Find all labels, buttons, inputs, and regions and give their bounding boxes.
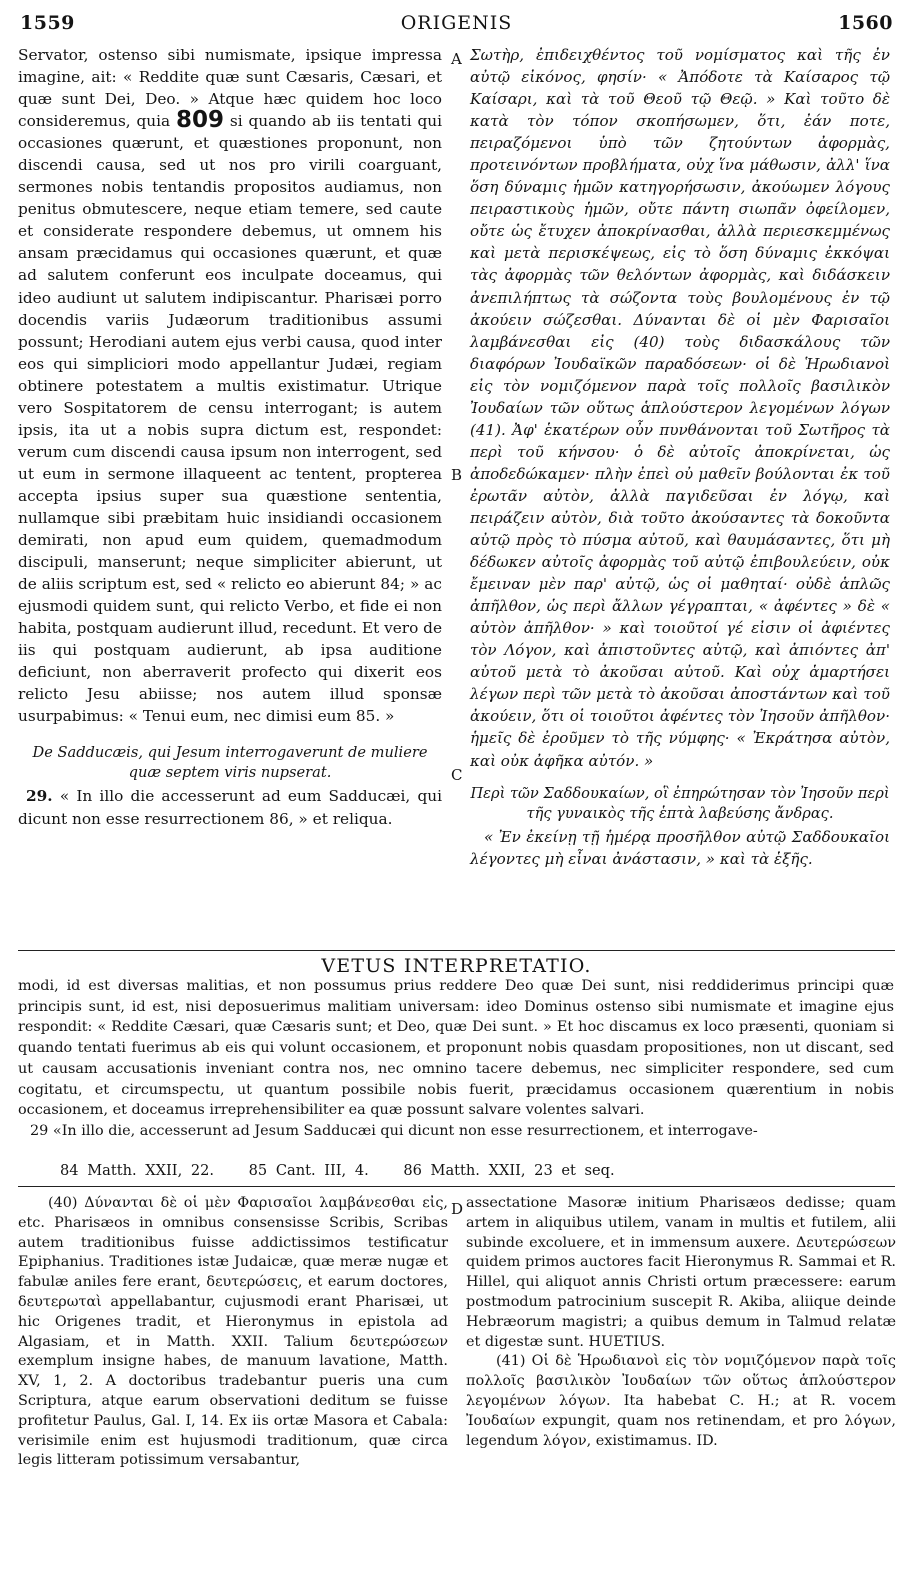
notes-right-column — [466, 1194, 896, 1451]
note-41: (41) Οἱ δὲ Ἡρωδιανοὶ εἰς τὸν νομιζόμενον παρὰ τοῖς πολλοῖς βασιλικὸν Ἰουδαίων τῶν οὕτως ἁπλούστερον λεγομένων λόγων. Ita habebat C. H.; at R. vocem Ἰουδαίων expungit, quam nos retinendam, et pro λόγων, legendum λόγον, existimamus. ID. — [466, 1353, 896, 1449]
note-40 — [18, 1194, 448, 1471]
note-40-continued: assectatione Masoræ initium Pharisæos dedisse; quam artem in aliquibus utilem, vanam in multis et futilem, alii subinde excoluere, et in immensum auxere. Δευτερώσεων quidem primos auctores facit Hieronymus R. Sammai et R. Hillel, qui aliquot annis Christi ortum præcessere: earum postmodum patrocinium suscepit R. Akiba, aliique deinde Hebræorum magistri; a quibus demum in Talmud relatæ et digestæ sunt. HUETIUS. — [466, 1195, 896, 1350]
running-head — [16, 12, 897, 38]
vetus-interpretatio-text — [18, 976, 894, 1142]
greek-section-text: « Ἐν ἐκείνῃ τῇ ἡμέρᾳ προσῆλθον αὐτῷ Σαδδουκαῖοι λέγοντες μὴ εἶναι ἀνάστασιν, » καὶ τὰ ἑξῆς. — [470, 827, 890, 868]
margin-letter-b: B — [451, 466, 463, 484]
latin-text-part-2: si quando ab iis tentati qui occasiones quærunt, et quæstiones proponunt, non discendi causa, sed ut nos pro virili coarguant, sermones nobis tentandis propositos audiamus, non penitus obmutescere, neque etiam temere, sed caute et considerate respondere debemus, ut omnem his ansam præcidamus qui occasiones quærunt, et quæ ad salutem conferunt eos inculpate doceamus, qui ideo audiunt ut salutem indipiscantur. Pharisæi porro docendis variis Judæorum traditionibus assumi possunt; Herodiani autem ejus verbi causa, quod inter eos qui simpliciori modo appellantur Judæi, regiam obtinere potestatem a multis existimatur. Utrique vero Sospitatorem de censu interrogant; is autem ipsis, ita ut a nobis supra dictum est, respondet: verum cum discendi causa ipsum non interrogent, sed ut eum in sermone illaqueent ac tentent, propterea accepta ipsius super sua quæstione sententia, nullamque sibi præbitam huic insidiandi occasionem demirati, non apud eum quidem, quemadmodum discipuli, manserunt; neque simpliciter abierunt, ut de aliis scriptum est, sed « relicto eo abierunt 84; » ac ejusmodi quidem sunt, qui relicto Verbo, et fide ei non habita, postquam audierunt illud, recedunt. Et vero de iis qui postquam audierunt, ab ipsa auditione deficiunt, non aberraverit profecto qui dixerit eos relicto Jesu abiisse; nos autem illud sponsæ usurpabimus: « Tenui eum, nec dimisi eum 85. » — [18, 112, 443, 726]
note-40-text: (40) Δύνανται δὲ οἱ μὲν Φαρισαῖοι λαμβάνεσθαι εἰς, etc. Pharisæos in omnibus consensisse Scribis, Scribas autem traditionibus fuisse addictissimos testificatur Epiphanius. Traditiones istæ Judaicæ, quæ meræ nugæ et fabulæ aniles fere erant, δευτερώσεις, et earum doctores, δευτερωταὶ appellabantur, cujusmodi erant Pharisæi, ut hic Origenes tradit, et Hieronymus in epistola ad Algasiam, et in Matth. XXII. Talium δευτερώσεων exemplum insigne habes, de manuum lavatione, Matth. XV, 1, 2. A doctoribus tradebantur pueris una cum Scriptura, atque earum observationi deditum se fuisse profitetur Paulus, Gal. I, 14. Ex iis ortæ Masora et Cabala: verisimile enim est hujusmodi traditionum, quæ circa legis litteram potissimum versabantur, — [18, 1195, 448, 1469]
greek-main-text: Σωτὴρ, ἐπιδειχθέντος τοῦ νομίσματος καὶ τῆς ἐν αὐτῷ εἰκόνος, φησίν· « Ἀπόδοτε τὰ Καίσαρος τῷ Καίσαρι, καὶ τὰ τοῦ Θεοῦ τῷ Θεῷ. » Καὶ τοῦτο δὲ κατὰ τὸν τόπον σκοπήσωμεν, ὅτι, ἐάν ποτε, πειραζόμενοι ὑπὸ τῶν ζητούντων ἀφορμὰς, προτεινόντων προβλήματα, οὐχ ἵνα μάθωσιν, ἀλλ' ἵνα ὅση δύναμις ἡμῶν κατηγορήσωσιν, ἀκούωμεν λόγους πειραστικοὺς ἡμῶν, οὔτε πάντη σιωπᾶν ὀφείλομεν, οὔτε ὡς ἔτυχεν ἀποκρίνασθαι, ἀλλὰ περιεσκεμμένως καὶ μετὰ περισκέψεως, εἰς τὸ ὅση δύναμις ἐκκόψαι τὰς ἀφορμὰς τῶν θελόντων ἀφορμὰς, καὶ διδάσκειν ἀνεπιλήπτως τὰ σώζοντα τοὺς βουλομένους ἐν τῷ ἀκούειν σώζεσθαι. Δύνανται δὲ οἱ μὲν Φαρισαῖοι λαμβάνεσθαι εἰς (40) τοὺς διδασκάλους τῶν διαφόρων Ἰουδαϊκῶν παραδόσεων· οἱ δὲ Ἡρωδιανοὶ εἰς τὸν νομιζόμενον παρὰ τοῖς πολλοῖς βασιλικὸν Ἰουδαίων τῶν οὕτως ἁπλούστερον λεγομένων λόγων (41). Ἀφ' ἑκατέρων οὖν πυνθάνονται τοῦ Σωτῆρος τὰ περὶ τοῦ κήνσου· ὁ δὲ αὐτοῖς ἀποκρίνεται, ὡς ἀποδεδώκαμεν· πλὴν ἐπεὶ οὐ μαθεῖν βούλονται ἐκ τοῦ ἐρωτᾶν αὐτὸν, ἀλλὰ παγιδεῦσαι ἐν λόγῳ, καὶ πειράζειν αὐτὸν, διὰ τοῦτο ἀκούσαντες τὰ δοκοῦντα αὐτῷ πρὸς τὸ πύσμα αὐτοῦ, καὶ θαυμάσαντες, ὅτι μὴ δέδωκεν αὐτοῖς ἀφορμὰς τοῦ αὐτῷ ἐπιβουλεύειν, οὐκ ἔμειναν μὲν παρ' αὐτῷ, ὡς οἱ μαθηταί· οὐδὲ ἁπλῶς ἀπῆλθον, ὡς περὶ ἄλλων γέγραπται, « ἀφέντες » δὲ « αὐτὸν ἀπῆλθον· » καὶ τοιοῦτοί γέ εἰσιν οἱ ἀφιέντες τὸν Λόγον, καὶ ἀπιστοῦντες αὐτῷ, καὶ ἀπιόντες ἀπ' αὐτοῦ μετὰ τὸ ἀκοῦσαι αὐτοῦ. Καὶ οὐχ ἁμαρτήσει λέγων περὶ τῶν μετὰ τὸ ἀκοῦσαι ἀποστάντων καὶ τοῦ ἀκούειν, ὅτι οἱ τοιοῦτοι ἀφέντες τὸν Ἰησοῦν ἀπῆλθον· ἡμεῖς δὲ ἐροῦμεν τὸ τῆς νύμφης· « Ἐκράτησα αὐτὸν, καὶ οὐκ ἀφῆκα αὐτόν. » — [470, 46, 890, 770]
latin-section-text — [18, 785, 442, 829]
greek-section-heading: Περὶ τῶν Σαδδουκαίων, οἳ ἐπηρώτησαν τὸν Ἰησοῦν περὶ τῆς γυναικὸς τῆς ἑπτὰ λαβεύσης ἄνδρας. — [470, 784, 890, 822]
margin-letter-c: C — [451, 766, 463, 784]
vetus-paragraph-29: 29 «In illo die, accesserunt ad Jesum Sadducæi qui dicunt non esse resurrectionem, et interrogave- — [30, 1122, 758, 1139]
vetus-interpretatio-heading: VETUS INTERPRETATIO. — [18, 950, 895, 977]
footnote-84: 84 Matth. XXII, 22. — [60, 1162, 215, 1179]
column-number-left: 1559 — [20, 12, 75, 34]
notes-divider — [18, 1186, 895, 1187]
margin-letter-d: D — [451, 1200, 464, 1218]
page-marker-number: 809 — [176, 107, 225, 134]
footnotes — [60, 1162, 615, 1179]
column-number-right: 1560 — [838, 12, 893, 34]
greek-column — [470, 44, 890, 870]
vetus-paragraph: modi, id est diversas malitias, et non possumus prius reddere Deo quæ Dei sunt, nisi reddiderimus principi quæ principis sunt, id est, nisi deposuerimus malitiam universam: ideo Dominus ostenso sibi numismate et imagine ejus respondit: « Reddite Cæsari, quæ Cæsaris sunt; et Deo, quæ Dei sunt. » Et hoc discamus ex loco præsenti, quoniam si quando tentati fuerimus ab eis qui volunt occasionem, et proponunt nobis quasdam propositiones, non ut discant, sed ut causam accusationis inveniant contra nos, nec omnino tacere debemus, nec simpliciter respondere, sed cum cogitatu, et circumspectu, ut quantum possibile nobis fuerit, præcidamus occasionem quærentium in nobis occasionem, et doceamus irreprehensibiliter ea quæ possunt salvare volentes salvari. — [18, 978, 894, 1119]
latin-text-part-1: Servator, ostenso sibi numismate, ipsique impressa imagine, ait: « Reddite quæ sunt Cæsaris, Cæsari, et quæ sunt Dei, Deo. » Atque hæc quidem hoc loco consideremus, quia — [18, 46, 442, 131]
latin-section-body: « In illo die accesserunt ad eum Sadducæi, qui dicunt non esse resurrectionem 86, » et reliqua. — [18, 787, 442, 828]
section-number: 29. — [26, 787, 53, 806]
latin-main-text — [18, 44, 442, 727]
footnote-85: 85 Cant. III, 4. — [248, 1162, 369, 1179]
latin-section-heading: De Sadducæis, qui Jesum interrogaverunt de muliere quæ septem viris nupserat. — [32, 744, 428, 782]
footnote-86: 86 Matth. XXII, 23 et seq. — [403, 1162, 615, 1179]
margin-letter-a: A — [451, 50, 462, 68]
latin-column — [18, 44, 442, 830]
running-title: ORIGENIS — [400, 12, 513, 34]
